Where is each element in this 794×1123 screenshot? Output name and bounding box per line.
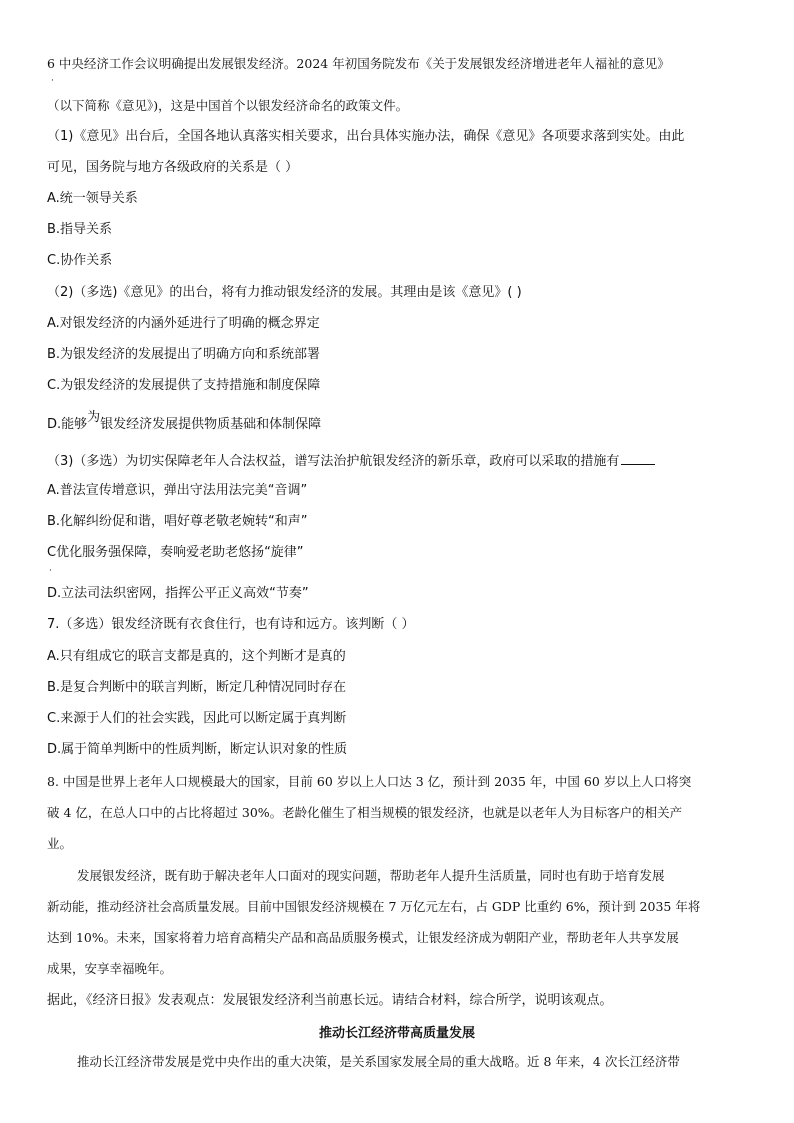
q8-p2-line2: 新动能，推动经济社会高质量发展。目前中国银发经济规模在 7 万亿元左右，占 GDP 比重约 6%，预计到 2035 年将 xyxy=(47,899,701,914)
q6-sub1-option-b: B.指导关系 xyxy=(47,222,113,237)
q7-option-c: C.来源于人们的社会实践，因此可以断定属于真判断 xyxy=(47,711,347,726)
q8-task: 据此，《经济日报》发表观点：发展银发经济利当前惠长远。请结合材料，综合所学，说明该观点。 xyxy=(47,993,613,1008)
section-title: 推动长江经济带高质量发展 xyxy=(318,1026,475,1041)
q6-sub3-option-b: B.化解纠纷促和谐，唱好尊老敬老婉转“和声” xyxy=(47,514,308,529)
q6-sub2-stem: （2)（多选)《意见》的出台，将有力推动银发经济的发展。其理由是该《意见》( ) xyxy=(47,285,522,300)
q6-sub2-option-a: A.对银发经济的内涵外延进行了明确的概念界定 xyxy=(47,316,320,331)
q8-p1-line3: 业。 xyxy=(47,836,73,851)
q8-p2-line1: 发展银发经济，既有助于解决老年人口面对的现实问题，帮助老年人提升生活质量，同时也有助于培育发展 xyxy=(77,868,665,883)
q6-intro-line1: 6 中央经济工作会议明确提出发展银发经济。2024 年初国务院发布《关于发展银发经济增进老年人福祉的意见》 xyxy=(47,56,670,71)
q6-sub2-option-c: C.为银发经济的发展提供了支持措施和制度保障 xyxy=(47,378,321,393)
stray-dot: · xyxy=(49,566,52,576)
q6-sub3-option-d: D.立法司法织密网，指挥公平正义高效“节奏” xyxy=(47,586,309,601)
q6-intro-line2: （以下简称《意见》)，这是中国首个以银发经济命名的政策文件。 xyxy=(47,98,409,113)
q6-sub2-option-d-post: 银发经济发展提供物质基础和体制保障 xyxy=(100,417,322,432)
q8-p1-line1: 8. 中国是世界上老年人口规模最大的国家，目前 60 岁以上人口达 3 亿，预计到 2035 年，中国 60 岁以上人口将突 xyxy=(47,774,692,789)
q6-sub2-option-d-pre: D.能够 xyxy=(47,417,88,432)
q7-option-d: D.属于简单判断中的性质判断，断定认识对象的性质 xyxy=(47,742,348,757)
q7-option-a: A.只有组成它的联言支都是真的，这个判断才是真的 xyxy=(47,649,346,664)
q6-sub3-stem-line xyxy=(47,451,655,471)
q7-option-b: B.是复合判断中的联言判断，断定几种情况同时存在 xyxy=(47,680,347,695)
q6-sub1-line2: 可见，国务院与地方各级政府的关系是（ ） xyxy=(47,160,299,175)
q6-sub1-line1: （1)《意见》出台后，全国各地认真落实相关要求，出台具体实施办法，确保《意见》各项要求落到实处。由此 xyxy=(47,129,685,144)
section-line1: 推动长江经济带发展是党中央作出的重大决策，是关系国家发展全局的重大战略。近 8 年来，4 次长江经济带 xyxy=(77,1054,680,1069)
stray-dot: · xyxy=(51,76,54,86)
q8-p2-line3: 达到 10%。未来，国家将着力培育高精尖产品和高品质服务模式，让银发经济成为朝阳产业，帮助老年人共享发展 xyxy=(47,930,679,945)
q6-sub2-option-b: B.为银发经济的发展提出了明确方向和系统部署 xyxy=(47,347,321,362)
answer-blank xyxy=(621,451,655,465)
q6-sub3-option-c: C优化服务强保障，奏响爱老助老悠扬“旋律” xyxy=(47,545,304,560)
q7-stem: 7.（多选）银发经济既有衣食住行，也有诗和远方。该判断（ ） xyxy=(47,617,415,632)
q6-sub1-option-a: A.统一领导关系 xyxy=(47,191,138,206)
q6-sub2-option-d-raised: 为 xyxy=(87,410,101,425)
q6-sub2-option-d xyxy=(47,410,322,434)
q8-p1-line2: 破 4 亿，在总人口中的占比将超过 30%。老龄化催生了相当规模的银发经济，也就是以老年人为目标客户的相关产 xyxy=(47,805,683,820)
q6-sub3-option-a: A.普法宣传增意识，弹出守法用法完美“音调” xyxy=(47,483,308,498)
q6-sub3-stem: （3)（多选）为切实保障老年人合法权益，谱写法治护航银发经济的新乐章，政府可以采取的措施有 xyxy=(47,454,620,469)
q6-sub1-option-c: C.协作关系 xyxy=(47,253,113,268)
q8-p2-line4: 成果，安享幸福晚年。 xyxy=(47,961,173,976)
